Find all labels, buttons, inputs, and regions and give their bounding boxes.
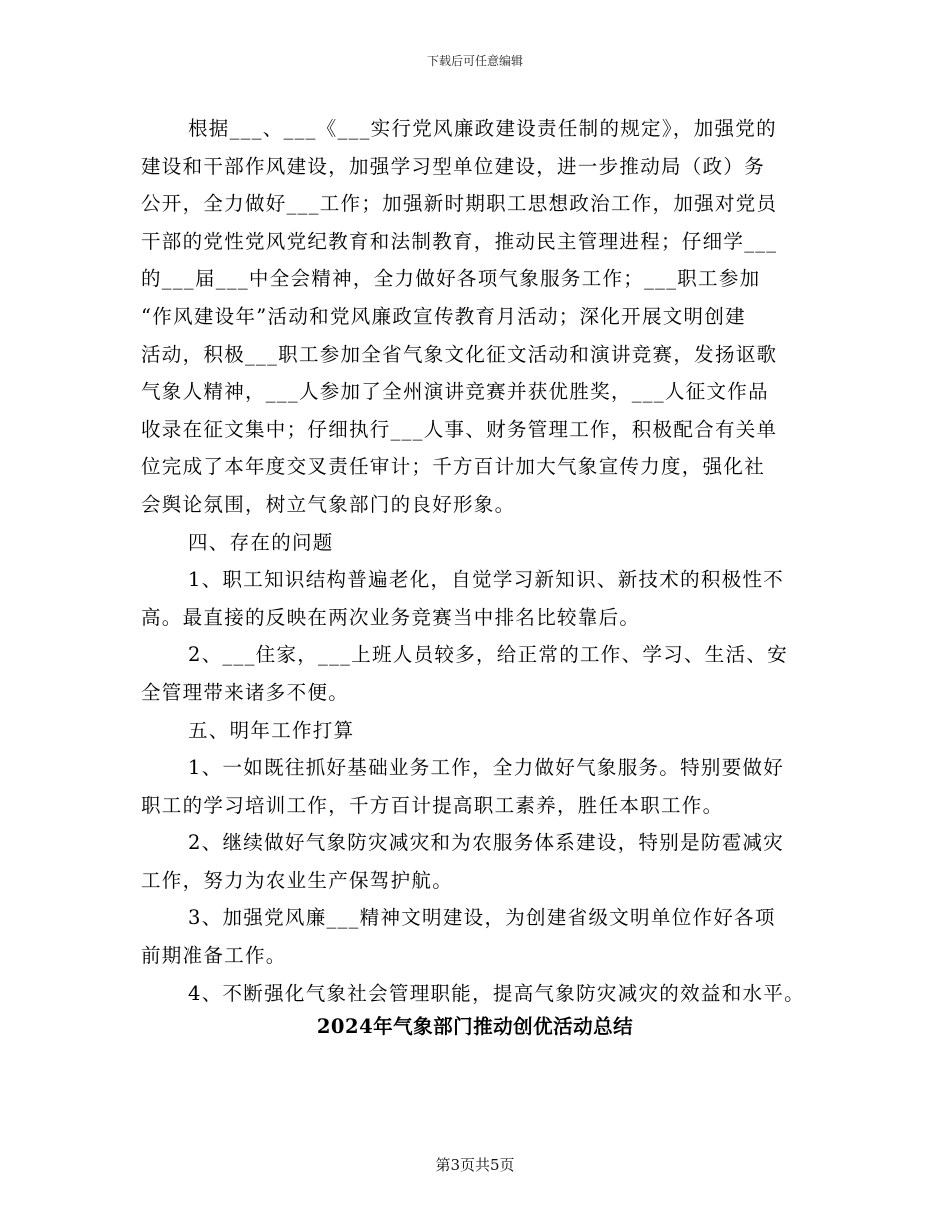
body-line: 2、___住家，___上班人员较多，给正常的工作、学习、生活、安 (188, 643, 789, 667)
body-line: 气象人精神，___人参加了全州演讲竞赛并获优胜奖，___人征文作品 (141, 380, 769, 404)
page-number-footer: 第3页共5页 (435, 1156, 515, 1174)
body-line: 公开，全力做好___工作；加强新时期职工思想政治工作，加强对党员 (141, 192, 778, 216)
section-heading: 五、明年工作打算 (188, 718, 355, 742)
body-line: 位完成了本年度交叉责任审计；千方百计加大气象宣传力度，强化社 (141, 455, 766, 479)
body-line: 1、一如既往抓好基础业务工作，全力做好气象服务。特别要做好 (188, 756, 785, 780)
page-header: 下载后可任意编辑 (426, 54, 523, 68)
body-line: 工作，努力为农业生产保驾护航。 (141, 868, 454, 892)
body-line: 2、继续做好气象防灾减灾和为农服务体系建设，特别是防雹减灾 (188, 831, 785, 855)
body-line: 的___届___中全会精神，全力做好各项气象服务工作；___职工参加 (141, 267, 761, 291)
body-line: “作风建设年”活动和党风廉政宣传教育月活动；深化开展文明创建 (141, 304, 746, 328)
body-line: 建设和干部作风建设，加强学习型单位建设，进一步推动局（政）务 (141, 154, 766, 178)
body-line: 活动，积极___职工参加全省气象文化征文活动和演讲竞赛，发扬讴歌 (141, 342, 778, 366)
body-line: 收录在征文集中；仔细执行___人事、财务管理工作，积极配合有关单 (141, 417, 778, 441)
body-line: 4、不断强化气象社会管理职能，提高气象防灾减灾的效益和水平。 (188, 981, 805, 1005)
body-line: 1、职工知识结构普遍老化，自觉学习新知识、新技术的积极性不 (188, 568, 785, 592)
body-line: 职工的学习培训工作，千方百计提高职工素养，胜任本职工作。 (141, 793, 724, 817)
document-body (141, 110, 821, 1012)
body-line: 会舆论氛围，树立气象部门的良好形象。 (141, 492, 516, 516)
body-line: 全管理带来诸多不便。 (141, 680, 350, 704)
section-heading: 四、存在的问题 (188, 530, 334, 554)
body-line: 前期准备工作。 (141, 944, 287, 968)
body-line: 高。最直接的反映在两次业务竞赛当中排名比较靠后。 (141, 605, 641, 629)
body-line: 3、加强党风廉___精神文明建设，为创建省级文明单位作好各项 (188, 906, 776, 930)
document-title: 2024年气象部门推动创优活动总结 (316, 1015, 634, 1038)
body-line: 根据___、___《___实行党风廉政建设责任制的规定》，加强党的 (188, 117, 777, 140)
body-line: 干部的党性党风党纪教育和法制教育，推动民主管理进程；仔细学___ (141, 229, 778, 253)
